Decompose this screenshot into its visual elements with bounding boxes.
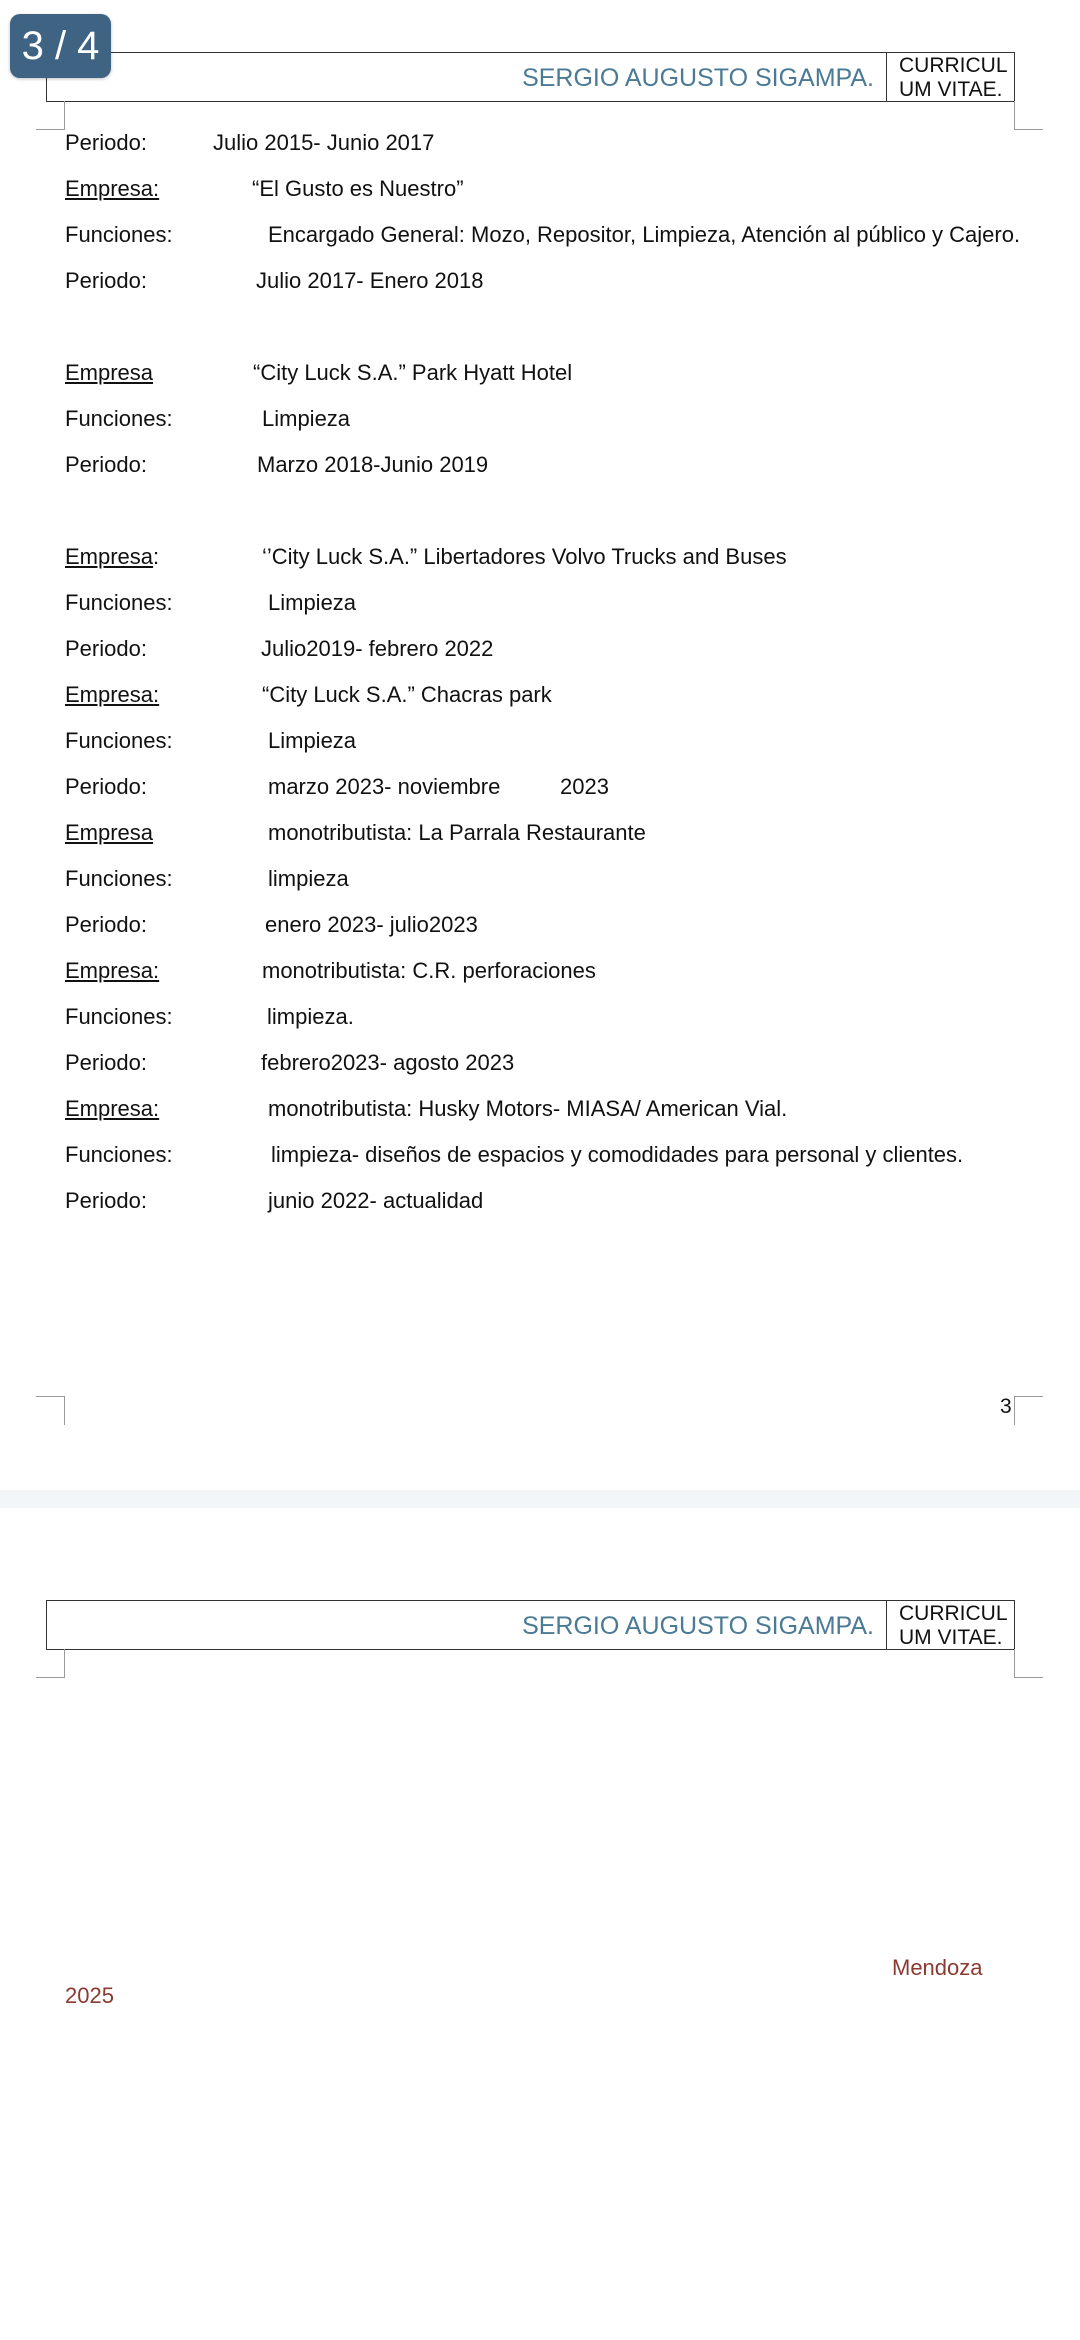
experience-value: Limpieza bbox=[268, 590, 357, 615]
experience-label-text: Funciones: bbox=[65, 222, 173, 247]
experience-value: limpieza bbox=[268, 866, 349, 891]
crop-mark-top-left bbox=[36, 1649, 65, 1678]
experience-value: Julio 2015- Junio 2017 bbox=[213, 130, 435, 155]
experience-label bbox=[65, 678, 159, 712]
experience-label-text: Funciones: bbox=[65, 866, 173, 891]
header-cv-label bbox=[886, 1601, 1014, 1649]
crop-mark-top-right bbox=[1014, 1649, 1043, 1678]
experience-value: Encargado General: Mozo, Repositor, Limpieza, Atención al público y Cajero. bbox=[268, 222, 1021, 247]
experience-label bbox=[65, 1184, 147, 1218]
experience-label-text: Empresa: bbox=[65, 176, 160, 201]
experience-label bbox=[65, 632, 147, 666]
experience-label-text: Periodo: bbox=[65, 1050, 147, 1075]
experience-label-text: Periodo: bbox=[65, 130, 147, 155]
page-indicator: 3 / 4 bbox=[10, 14, 111, 78]
experience-label bbox=[65, 724, 173, 758]
experience-label-text: Empresa bbox=[65, 820, 154, 845]
header-cv-label bbox=[886, 53, 1014, 101]
experience-value: limpieza. bbox=[267, 1004, 354, 1029]
experience-label bbox=[65, 172, 159, 206]
experience-label-text: Empresa: bbox=[65, 1096, 160, 1121]
experience-label bbox=[65, 862, 173, 896]
experience-label-text: Periodo: bbox=[65, 452, 147, 477]
experience-value: monotributista: C.R. perforaciones bbox=[262, 958, 596, 983]
experience-value: monotributista: La Parrala Restaurante bbox=[268, 820, 646, 845]
experience-label-text: Empresa: bbox=[65, 682, 160, 707]
experience-value: “City Luck S.A.” Park Hyatt Hotel bbox=[253, 360, 573, 385]
experience-label bbox=[65, 1000, 173, 1034]
experience-label-text: Funciones: bbox=[65, 406, 173, 431]
experience-label bbox=[65, 126, 147, 160]
crop-mark-bottom-left bbox=[36, 1396, 65, 1425]
experience-label-text: Empresa: bbox=[65, 958, 160, 983]
experience-value: enero 2023- julio2023 bbox=[265, 912, 478, 937]
experience-value: Limpieza bbox=[268, 728, 357, 753]
experience-value: monotributista: Husky Motors- MIASA/ American Vial. bbox=[268, 1096, 788, 1121]
experience-label bbox=[65, 448, 147, 482]
experience-label-text: Funciones: bbox=[65, 590, 173, 615]
crop-mark-top-right bbox=[1014, 101, 1043, 130]
experience-label bbox=[65, 770, 147, 804]
experience-value: marzo 2023- noviembre bbox=[268, 774, 501, 799]
experience-value: limpieza- diseños de espacios y comodidades para personal y clientes. bbox=[271, 1142, 964, 1167]
experience-label-text: Periodo: bbox=[65, 774, 147, 799]
experience-label-text: Funciones: bbox=[65, 728, 173, 753]
experience-label bbox=[65, 1092, 159, 1126]
experience-label bbox=[65, 954, 159, 988]
experience-label bbox=[65, 816, 153, 850]
experience-value: “El Gusto es Nuestro” bbox=[252, 176, 464, 201]
crop-mark-top-left bbox=[36, 101, 65, 130]
experience-label bbox=[65, 540, 159, 574]
header-name: SERGIO AUGUSTO SIGAMPA. bbox=[522, 64, 874, 92]
header-cv-line2: UM VITAE. bbox=[899, 78, 1003, 101]
header-cv-line1: CURRICUL bbox=[899, 1602, 1008, 1625]
experience-label-suffix: : bbox=[153, 544, 160, 569]
experience-label bbox=[65, 356, 153, 390]
experience-label-text: Funciones: bbox=[65, 1004, 173, 1029]
page-header bbox=[46, 1600, 1015, 1650]
experience-label-text: Empresa bbox=[65, 544, 154, 569]
experience-value: “City Luck S.A.” Chacras park bbox=[262, 682, 552, 707]
page-number: 3 bbox=[1000, 1395, 1012, 1418]
experience-value: junio 2022- actualidad bbox=[268, 1188, 484, 1213]
experience-label-text: Funciones: bbox=[65, 1142, 173, 1167]
experience-value: Julio2019- febrero 2022 bbox=[261, 636, 494, 661]
page-separator bbox=[0, 1490, 1080, 1508]
experience-value: febrero2023- agosto 2023 bbox=[261, 1050, 515, 1075]
experience-label-text: Periodo: bbox=[65, 1188, 147, 1213]
experience-label-text: Periodo: bbox=[65, 636, 147, 661]
experience-label bbox=[65, 1138, 173, 1172]
closing-year: 2025 bbox=[65, 1983, 114, 2008]
header-name: SERGIO AUGUSTO SIGAMPA. bbox=[522, 1612, 874, 1640]
experience-label-text: Periodo: bbox=[65, 268, 147, 293]
closing-city: Mendoza bbox=[892, 1955, 983, 1980]
header-cv-line1: CURRICUL bbox=[899, 54, 1008, 77]
experience-value-extra: 2023 bbox=[560, 774, 609, 799]
crop-mark-bottom-right bbox=[1014, 1396, 1043, 1425]
experience-label bbox=[65, 1046, 147, 1080]
experience-label bbox=[65, 908, 147, 942]
experience-value: ‘’City Luck S.A.” Libertadores Volvo Trucks and Buses bbox=[262, 544, 787, 569]
experience-label bbox=[65, 218, 173, 252]
experience-value: Julio 2017- Enero 2018 bbox=[256, 268, 484, 293]
experience-value: Marzo 2018-Junio 2019 bbox=[257, 452, 489, 477]
experience-label bbox=[65, 586, 173, 620]
page-header bbox=[46, 52, 1015, 102]
header-cv-line2: UM VITAE. bbox=[899, 1626, 1003, 1649]
experience-value: Limpieza bbox=[262, 406, 351, 431]
experience-label-text: Empresa bbox=[65, 360, 154, 385]
experience-label bbox=[65, 402, 173, 436]
experience-label-text: Periodo: bbox=[65, 912, 147, 937]
experience-label bbox=[65, 264, 147, 298]
document-page-4 bbox=[0, 1508, 1080, 2340]
